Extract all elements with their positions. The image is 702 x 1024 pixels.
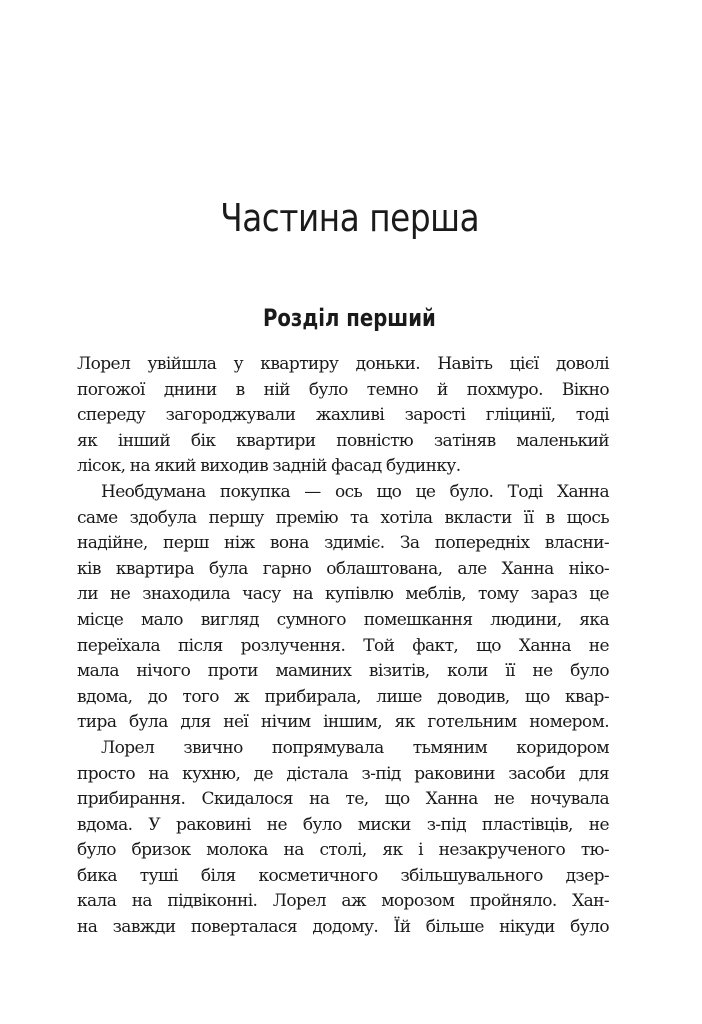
text-line: кала на підвіконні. Лорел аж морозом пройняло. Хан- [77, 891, 609, 912]
text-line: вдома. У раковині не було миски з-під пластівців, не [77, 814, 609, 835]
text-line: надійне, перш ніж вона здиміє. За попередніх власни- [77, 533, 609, 554]
text-line: як інший бік квартири повністю затіняв маленький [77, 430, 609, 451]
text-line: тира була для неї нічим іншим, як готельним номером. [77, 712, 609, 733]
text-line: бика туші біля косметичного збільшувального дзер- [77, 865, 609, 886]
chapter-title: Розділ перший [262, 304, 436, 332]
text-line: просто на кухню, де дістала з-під раковини засоби для [77, 763, 609, 784]
text-line: прибирання. Скидалося на те, що Ханна не ночувала [77, 789, 609, 810]
text-line: місце мало вигляд сумного помешкання людини, яка [77, 609, 609, 630]
text-line: на завжди поверталася додому. Їй більше нікуди було [77, 917, 609, 938]
text-line: Лорел звично попрямувала тьмяним коридором [101, 737, 609, 758]
part-title: Частина перша [220, 196, 480, 240]
text-line: Лорел увійшла у квартиру доньки. Навіть цієї доволі [77, 354, 609, 374]
text-line: погожої днини в ній було темно й похмуро. Вікно [77, 379, 609, 400]
text-line: саме здобула першу премію та хотіла вкласти її в щось [77, 507, 609, 528]
text-line: вдома, до того ж прибирала, лише доводив, що квар- [77, 686, 609, 707]
text-line: ли не знаходила часу на купівлю меблів, тому зараз це [77, 584, 609, 605]
text-line: переїхала після розлучення. Той факт, що Ханна не [77, 635, 609, 656]
text-line: лісок, на який виходив задній фасад будинку. [77, 456, 461, 477]
text-line: ків квартира була гарно облаштована, але Ханна ніко- [77, 558, 609, 579]
body-text [77, 352, 609, 941]
text-line: Необдумана покупка — ось що це було. Тоді Ханна [101, 481, 609, 502]
text-line: спереду загороджували жахливі зарості гліцинії, тоді [77, 405, 609, 426]
text-line: мала нічого проти маминих візитів, коли її не було [77, 661, 609, 682]
text-line: було бризок молока на столі, як і незакрученого тю- [77, 840, 609, 861]
